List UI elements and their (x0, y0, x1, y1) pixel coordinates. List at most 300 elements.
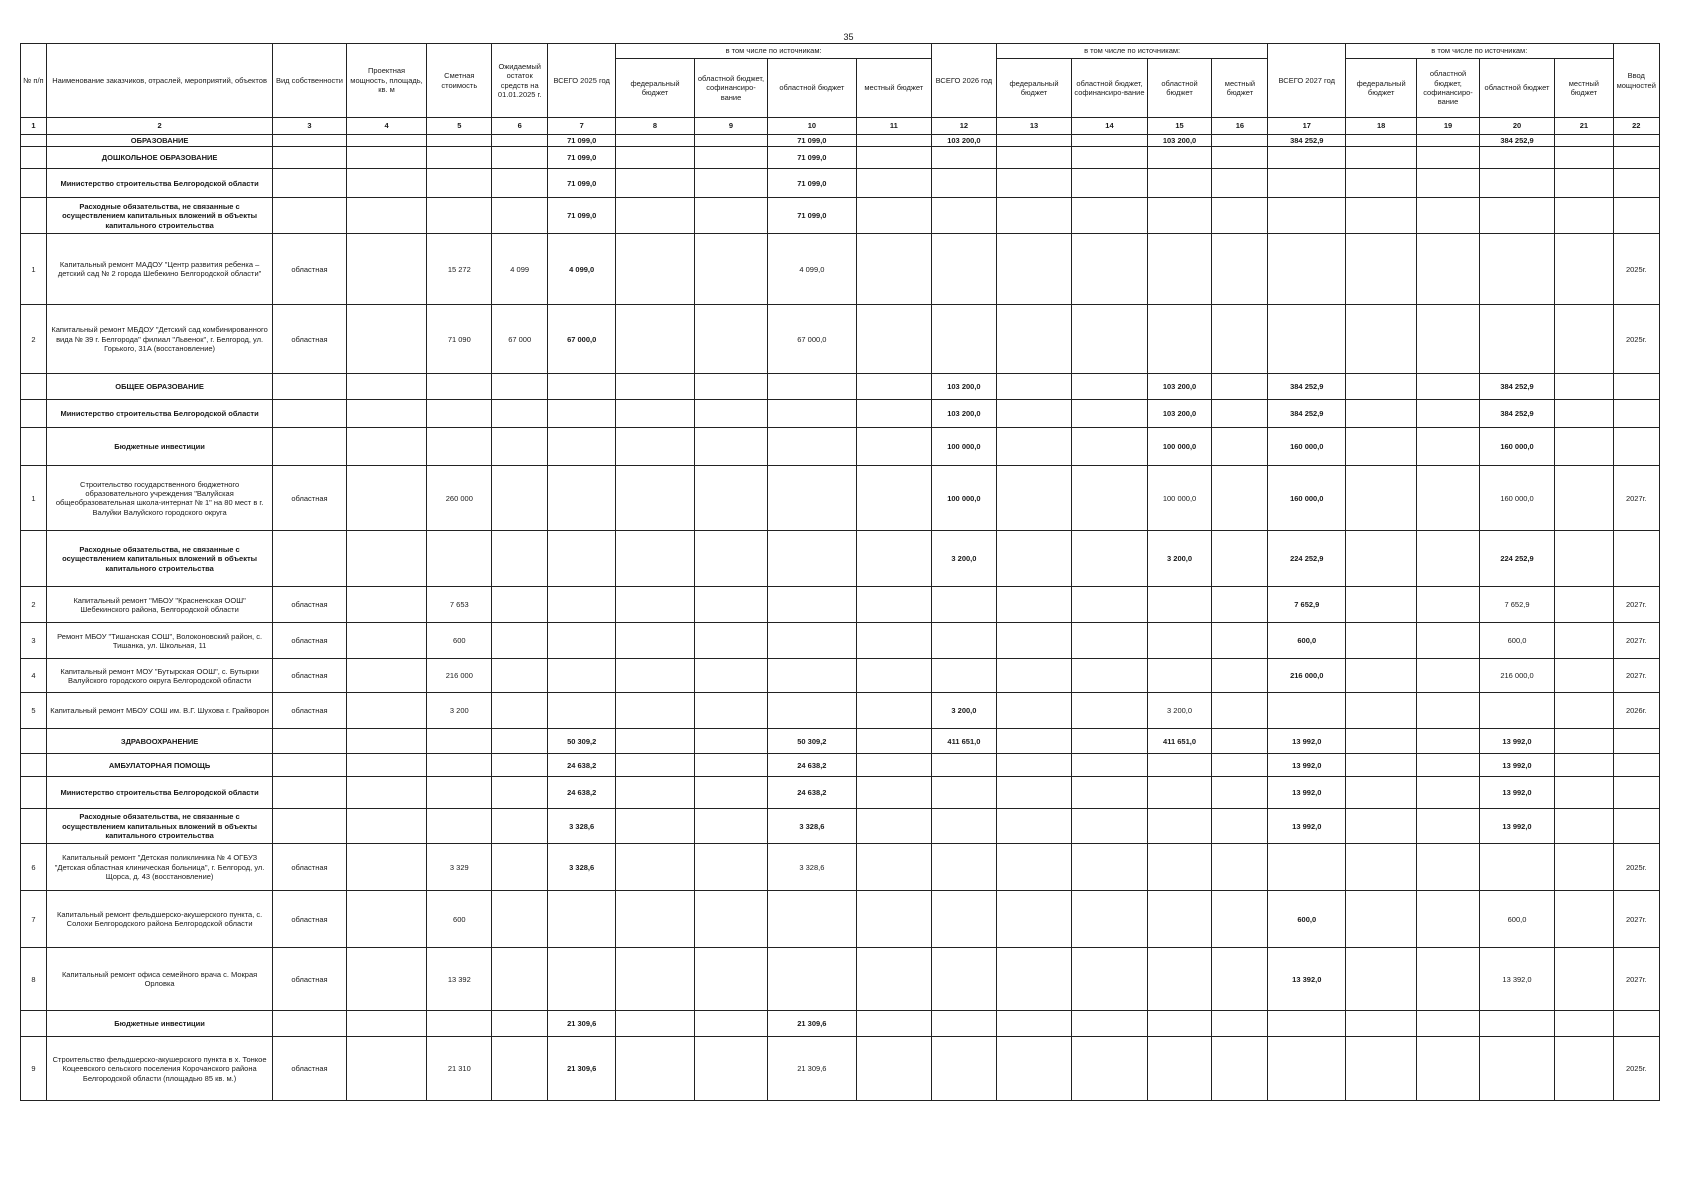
column-number-cell: 13 (996, 118, 1071, 135)
value-cell-c21 (1555, 948, 1613, 1011)
value-cell-c8 (616, 169, 695, 198)
value-cell-c17: 7 652,9 (1268, 587, 1346, 623)
value-cell-c3: областная (273, 466, 346, 531)
value-cell-c4 (346, 754, 427, 777)
value-cell-c22 (1613, 777, 1660, 809)
value-cell-c12 (932, 305, 997, 374)
value-cell-c7: 21 309,6 (548, 1037, 616, 1101)
value-cell-c21 (1555, 693, 1613, 729)
row-name-cell: Бюджетные инвестиции (46, 1011, 272, 1037)
value-cell-c13 (996, 147, 1071, 169)
value-cell-c7 (548, 587, 616, 623)
value-cell-c9 (694, 198, 767, 234)
value-cell-c18 (1346, 466, 1417, 531)
section-row (21, 147, 1660, 169)
column-number-cell: 16 (1212, 118, 1268, 135)
value-cell-c16 (1212, 891, 1268, 948)
page-number: 35 (843, 32, 854, 42)
col-header-loc-2027: местный бюджет (1555, 59, 1613, 118)
value-cell-c21 (1555, 135, 1613, 147)
value-cell-c19 (1417, 531, 1480, 587)
value-cell-c17 (1268, 844, 1346, 891)
value-cell-c16 (1212, 466, 1268, 531)
row-name-cell: Капитальный ремонт МБДОУ "Детский сад комбинированного вида № 39 г. Белгорода" филиал "Львенок", г. Белгород, ул. Горького, 31А (восстановление) (46, 305, 272, 374)
value-cell-c16 (1212, 809, 1268, 844)
col-header-loc-2025: местный бюджет (856, 59, 932, 118)
value-cell-c9 (694, 587, 767, 623)
column-number-row (21, 118, 1660, 135)
value-cell-c3 (273, 531, 346, 587)
value-cell-c4 (346, 374, 427, 400)
value-cell-c7 (548, 466, 616, 531)
value-cell-c15: 103 200,0 (1147, 374, 1212, 400)
value-cell-c11 (856, 305, 932, 374)
col-header-number: № п/п (21, 44, 47, 118)
row-number-cell: 5 (21, 693, 47, 729)
row-name-cell: ОБРАЗОВАНИЕ (46, 135, 272, 147)
value-cell-c17: 13 392,0 (1268, 948, 1346, 1011)
value-cell-c4 (346, 234, 427, 305)
value-cell-c14 (1072, 659, 1147, 693)
value-cell-c12 (932, 587, 997, 623)
value-cell-c14 (1072, 374, 1147, 400)
value-cell-c17: 384 252,9 (1268, 374, 1346, 400)
value-cell-c8 (616, 1011, 695, 1037)
value-cell-c9 (694, 234, 767, 305)
value-cell-c9 (694, 754, 767, 777)
value-cell-c19 (1417, 754, 1480, 777)
value-cell-c14 (1072, 531, 1147, 587)
value-cell-c11 (856, 948, 932, 1011)
value-cell-c4 (346, 587, 427, 623)
value-cell-c9 (694, 1011, 767, 1037)
column-number-cell: 11 (856, 118, 932, 135)
row-number-cell (21, 809, 47, 844)
value-cell-c22 (1613, 135, 1660, 147)
value-cell-c18 (1346, 777, 1417, 809)
value-cell-c13 (996, 948, 1071, 1011)
row-number-cell (21, 1011, 47, 1037)
value-cell-c3 (273, 777, 346, 809)
value-cell-c11 (856, 659, 932, 693)
value-cell-c12 (932, 234, 997, 305)
value-cell-c15: 411 651,0 (1147, 729, 1212, 754)
value-cell-c4 (346, 135, 427, 147)
value-cell-c12 (932, 169, 997, 198)
col-header-fed-2025: федеральный бюджет (616, 59, 695, 118)
value-cell-c16 (1212, 169, 1268, 198)
value-cell-c3: областная (273, 693, 346, 729)
section-row (21, 374, 1660, 400)
value-cell-c18 (1346, 809, 1417, 844)
value-cell-c12: 411 651,0 (932, 729, 997, 754)
value-cell-c9 (694, 623, 767, 659)
value-cell-c14 (1072, 948, 1147, 1011)
value-cell-c6 (492, 400, 548, 428)
value-cell-c7: 3 328,6 (548, 844, 616, 891)
value-cell-c14 (1072, 1011, 1147, 1037)
value-cell-c22 (1613, 1011, 1660, 1037)
value-cell-c10 (768, 948, 856, 1011)
value-cell-c15: 103 200,0 (1147, 135, 1212, 147)
value-cell-c18 (1346, 147, 1417, 169)
value-cell-c5 (427, 428, 492, 466)
value-cell-c20: 600,0 (1479, 891, 1554, 948)
row-number-cell: 1 (21, 466, 47, 531)
value-cell-c18 (1346, 169, 1417, 198)
value-cell-c8 (616, 693, 695, 729)
column-number-cell: 7 (548, 118, 616, 135)
value-cell-c18 (1346, 234, 1417, 305)
value-cell-c11 (856, 754, 932, 777)
value-cell-c20: 160 000,0 (1479, 428, 1554, 466)
value-cell-c21 (1555, 729, 1613, 754)
value-cell-c12 (932, 809, 997, 844)
value-cell-c22: 2026г. (1613, 693, 1660, 729)
value-cell-c12: 100 000,0 (932, 466, 997, 531)
row-number-cell: 7 (21, 891, 47, 948)
value-cell-c20: 384 252,9 (1479, 400, 1554, 428)
value-cell-c19 (1417, 623, 1480, 659)
value-cell-c14 (1072, 169, 1147, 198)
value-cell-c16 (1212, 587, 1268, 623)
row-number-cell (21, 428, 47, 466)
value-cell-c22: 2027г. (1613, 587, 1660, 623)
value-cell-c5 (427, 809, 492, 844)
value-cell-c19 (1417, 844, 1480, 891)
value-cell-c20 (1479, 1037, 1554, 1101)
value-cell-c15 (1147, 809, 1212, 844)
value-cell-c15 (1147, 891, 1212, 948)
value-cell-c7 (548, 948, 616, 1011)
value-cell-c15 (1147, 844, 1212, 891)
value-cell-c22 (1613, 754, 1660, 777)
value-cell-c18 (1346, 891, 1417, 948)
value-cell-c4 (346, 198, 427, 234)
value-cell-c4 (346, 809, 427, 844)
value-cell-c18 (1346, 400, 1417, 428)
value-cell-c9 (694, 729, 767, 754)
value-cell-c22 (1613, 198, 1660, 234)
column-number-cell: 20 (1479, 118, 1554, 135)
value-cell-c11 (856, 400, 932, 428)
value-cell-c8 (616, 809, 695, 844)
table-row (21, 1037, 1660, 1101)
value-cell-c21 (1555, 305, 1613, 374)
value-cell-c3: областная (273, 587, 346, 623)
value-cell-c20: 13 392,0 (1479, 948, 1554, 1011)
row-number-cell: 2 (21, 305, 47, 374)
row-name-cell: ОБЩЕЕ ОБРАЗОВАНИЕ (46, 374, 272, 400)
value-cell-c5 (427, 147, 492, 169)
value-cell-c4 (346, 1037, 427, 1101)
value-cell-c6 (492, 844, 548, 891)
value-cell-c13 (996, 135, 1071, 147)
row-name-cell: Капитальный ремонт МАДОУ "Центр развития ребенка – детский сад № 2 города Шебекино Белгородской области" (46, 234, 272, 305)
section-row (21, 135, 1660, 147)
value-cell-c19 (1417, 428, 1480, 466)
value-cell-c13 (996, 466, 1071, 531)
col-header-obl-2025: областной бюджет (768, 59, 856, 118)
col-header-fed-2027: федеральный бюджет (1346, 59, 1417, 118)
value-cell-c21 (1555, 198, 1613, 234)
value-cell-c5: 7 653 (427, 587, 492, 623)
value-cell-c19 (1417, 305, 1480, 374)
column-number-cell: 6 (492, 118, 548, 135)
value-cell-c10 (768, 428, 856, 466)
value-cell-c7 (548, 693, 616, 729)
table-row (21, 891, 1660, 948)
value-cell-c12 (932, 198, 997, 234)
row-name-cell: Капитальный ремонт фельдшерско-акушерского пункта, с. Солохи Белгородского района Белгородской области (46, 891, 272, 948)
value-cell-c17: 224 252,9 (1268, 531, 1346, 587)
section-row (21, 169, 1660, 198)
value-cell-c16 (1212, 147, 1268, 169)
value-cell-c22 (1613, 809, 1660, 844)
value-cell-c21 (1555, 809, 1613, 844)
value-cell-c14 (1072, 844, 1147, 891)
table-row (21, 587, 1660, 623)
value-cell-c11 (856, 623, 932, 659)
value-cell-c22 (1613, 147, 1660, 169)
value-cell-c18 (1346, 729, 1417, 754)
value-cell-c19 (1417, 891, 1480, 948)
value-cell-c3: областная (273, 891, 346, 948)
value-cell-c22: 2027г. (1613, 466, 1660, 531)
value-cell-c7 (548, 400, 616, 428)
value-cell-c11 (856, 777, 932, 809)
value-cell-c15 (1147, 147, 1212, 169)
value-cell-c5 (427, 1011, 492, 1037)
value-cell-c22: 2027г. (1613, 891, 1660, 948)
value-cell-c3: областная (273, 1037, 346, 1101)
value-cell-c18 (1346, 374, 1417, 400)
value-cell-c3 (273, 400, 346, 428)
value-cell-c18 (1346, 1037, 1417, 1101)
budget-table (20, 43, 1660, 1101)
value-cell-c8 (616, 754, 695, 777)
value-cell-c17: 13 992,0 (1268, 729, 1346, 754)
value-cell-c21 (1555, 531, 1613, 587)
value-cell-c5 (427, 531, 492, 587)
value-cell-c5 (427, 777, 492, 809)
section-row (21, 1011, 1660, 1037)
value-cell-c18 (1346, 428, 1417, 466)
value-cell-c7: 71 099,0 (548, 169, 616, 198)
col-header-ownership: Вид собственности (273, 44, 346, 118)
value-cell-c10: 3 328,6 (768, 844, 856, 891)
value-cell-c15 (1147, 587, 1212, 623)
value-cell-c15: 100 000,0 (1147, 466, 1212, 531)
value-cell-c11 (856, 1037, 932, 1101)
value-cell-c9 (694, 169, 767, 198)
column-number-cell: 18 (1346, 118, 1417, 135)
value-cell-c6 (492, 428, 548, 466)
value-cell-c22 (1613, 428, 1660, 466)
value-cell-c9 (694, 531, 767, 587)
section-row (21, 198, 1660, 234)
value-cell-c20 (1479, 147, 1554, 169)
value-cell-c5: 600 (427, 891, 492, 948)
value-cell-c9 (694, 809, 767, 844)
value-cell-c12 (932, 623, 997, 659)
column-number-cell: 21 (1555, 118, 1613, 135)
value-cell-c10 (768, 587, 856, 623)
value-cell-c19 (1417, 587, 1480, 623)
value-cell-c20 (1479, 305, 1554, 374)
value-cell-c6 (492, 623, 548, 659)
row-number-cell: 9 (21, 1037, 47, 1101)
value-cell-c6 (492, 587, 548, 623)
value-cell-c6: 67 000 (492, 305, 548, 374)
value-cell-c7: 71 099,0 (548, 135, 616, 147)
value-cell-c8 (616, 587, 695, 623)
value-cell-c13 (996, 428, 1071, 466)
row-number-cell: 6 (21, 844, 47, 891)
value-cell-c16 (1212, 135, 1268, 147)
value-cell-c19 (1417, 729, 1480, 754)
column-number-cell: 2 (46, 118, 272, 135)
value-cell-c11 (856, 466, 932, 531)
value-cell-c15 (1147, 948, 1212, 1011)
value-cell-c7 (548, 891, 616, 948)
value-cell-c9 (694, 400, 767, 428)
col-header-total-2027: ВСЕГО 2027 год (1268, 44, 1346, 118)
value-cell-c4 (346, 777, 427, 809)
col-header-balance: Ожидаемый остаток средств на 01.01.2025 г. (492, 44, 548, 118)
value-cell-c17: 160 000,0 (1268, 466, 1346, 531)
row-number-cell (21, 198, 47, 234)
value-cell-c8 (616, 400, 695, 428)
value-cell-c12 (932, 1011, 997, 1037)
col-header-fed-2026: федеральный бюджет (996, 59, 1071, 118)
section-row (21, 809, 1660, 844)
value-cell-c16 (1212, 531, 1268, 587)
section-row (21, 400, 1660, 428)
row-name-cell: Капитальный ремонт МБОУ СОШ им. В.Г. Шухова г. Грайворон (46, 693, 272, 729)
value-cell-c11 (856, 1011, 932, 1037)
value-cell-c21 (1555, 844, 1613, 891)
column-number-cell: 19 (1417, 118, 1480, 135)
value-cell-c21 (1555, 466, 1613, 531)
value-cell-c9 (694, 147, 767, 169)
value-cell-c10 (768, 466, 856, 531)
value-cell-c3 (273, 135, 346, 147)
value-cell-c8 (616, 466, 695, 531)
value-cell-c13 (996, 891, 1071, 948)
value-cell-c5 (427, 374, 492, 400)
value-cell-c15: 3 200,0 (1147, 531, 1212, 587)
value-cell-c8 (616, 729, 695, 754)
value-cell-c9 (694, 891, 767, 948)
column-number-cell: 3 (273, 118, 346, 135)
row-number-cell (21, 754, 47, 777)
col-header-cofin-2026: областной бюджет, софинансиро-вание (1072, 59, 1147, 118)
section-row (21, 428, 1660, 466)
table-row (21, 844, 1660, 891)
column-number-cell: 17 (1268, 118, 1346, 135)
table-row (21, 466, 1660, 531)
row-number-cell: 8 (21, 948, 47, 1011)
value-cell-c9 (694, 374, 767, 400)
row-number-cell (21, 374, 47, 400)
value-cell-c8 (616, 198, 695, 234)
value-cell-c10: 50 309,2 (768, 729, 856, 754)
value-cell-c3 (273, 729, 346, 754)
value-cell-c12: 103 200,0 (932, 135, 997, 147)
value-cell-c4 (346, 891, 427, 948)
value-cell-c13 (996, 777, 1071, 809)
value-cell-c11 (856, 198, 932, 234)
value-cell-c20: 13 992,0 (1479, 729, 1554, 754)
value-cell-c10 (768, 659, 856, 693)
value-cell-c10: 3 328,6 (768, 809, 856, 844)
value-cell-c11 (856, 587, 932, 623)
value-cell-c19 (1417, 198, 1480, 234)
section-row (21, 729, 1660, 754)
col-header-total-2025: ВСЕГО 2025 год (548, 44, 616, 118)
section-row (21, 754, 1660, 777)
value-cell-c14 (1072, 466, 1147, 531)
value-cell-c19 (1417, 777, 1480, 809)
value-cell-c7 (548, 374, 616, 400)
value-cell-c11 (856, 891, 932, 948)
value-cell-c11 (856, 169, 932, 198)
value-cell-c3 (273, 1011, 346, 1037)
value-cell-c15 (1147, 754, 1212, 777)
value-cell-c12: 103 200,0 (932, 374, 997, 400)
value-cell-c8 (616, 844, 695, 891)
value-cell-c22 (1613, 169, 1660, 198)
value-cell-c7 (548, 531, 616, 587)
value-cell-c12 (932, 754, 997, 777)
value-cell-c7: 24 638,2 (548, 754, 616, 777)
table-body (21, 118, 1660, 1101)
value-cell-c5 (427, 135, 492, 147)
value-cell-c6 (492, 729, 548, 754)
value-cell-c15: 100 000,0 (1147, 428, 1212, 466)
table-row (21, 693, 1660, 729)
value-cell-c7 (548, 428, 616, 466)
column-number-cell: 15 (1147, 118, 1212, 135)
value-cell-c5 (427, 754, 492, 777)
value-cell-c8 (616, 777, 695, 809)
value-cell-c21 (1555, 374, 1613, 400)
value-cell-c14 (1072, 587, 1147, 623)
table-row (21, 623, 1660, 659)
value-cell-c7: 24 638,2 (548, 777, 616, 809)
value-cell-c3 (273, 169, 346, 198)
value-cell-c22: 2027г. (1613, 623, 1660, 659)
value-cell-c12 (932, 777, 997, 809)
row-name-cell: Ремонт МБОУ "Тишанская СОШ", Волоконовский район, с. Тишанка, ул. Школьная, 11 (46, 623, 272, 659)
value-cell-c19 (1417, 466, 1480, 531)
value-cell-c5: 216 000 (427, 659, 492, 693)
value-cell-c9 (694, 305, 767, 374)
value-cell-c16 (1212, 754, 1268, 777)
value-cell-c22: 2025г. (1613, 844, 1660, 891)
value-cell-c10: 21 309,6 (768, 1037, 856, 1101)
value-cell-c6 (492, 693, 548, 729)
value-cell-c11 (856, 844, 932, 891)
value-cell-c14 (1072, 891, 1147, 948)
value-cell-c7: 67 000,0 (548, 305, 616, 374)
value-cell-c4 (346, 844, 427, 891)
col-header-capacity: Проектная мощность, площадь, кв. м (346, 44, 427, 118)
col-group-2025: в том числе по источникам: (616, 44, 932, 59)
value-cell-c6 (492, 198, 548, 234)
value-cell-c16 (1212, 1011, 1268, 1037)
